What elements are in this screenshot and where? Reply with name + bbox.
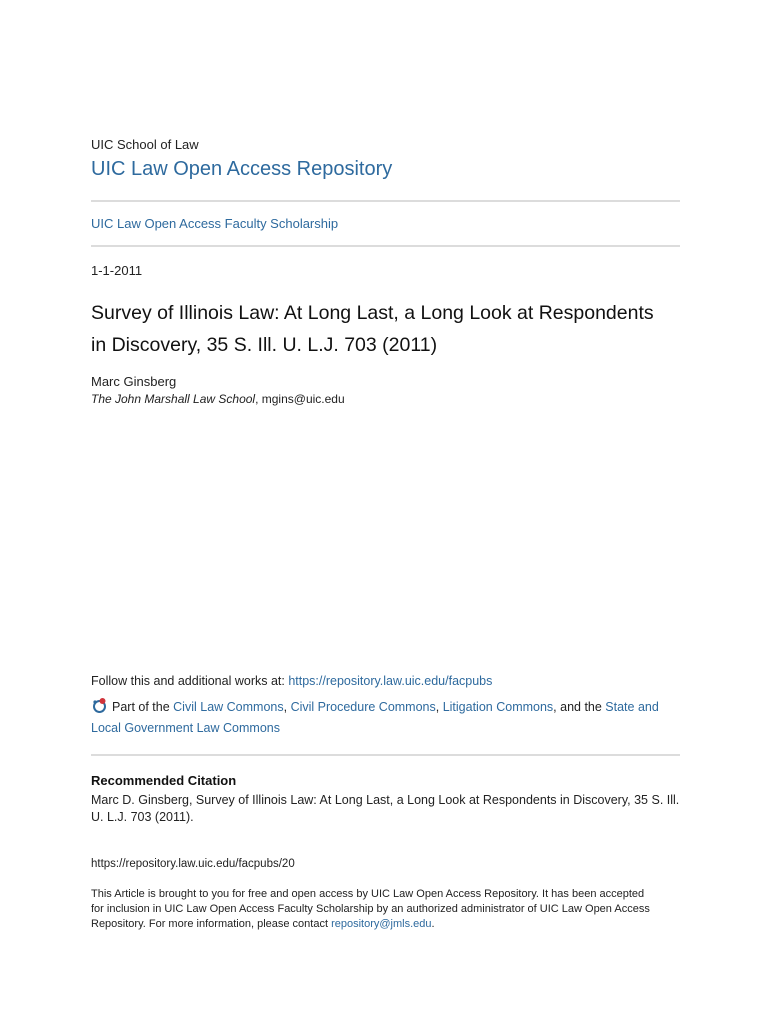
part-of-commons: [91, 697, 680, 739]
access-notice: [91, 887, 680, 932]
citation-line: Marc D. Ginsberg, Survey of Illinois Law: At Long Last, a Long Look at Respondents in Discovery, 35 S. Ill.: [91, 793, 680, 807]
follow-url-link[interactable]: https://repository.law.uic.edu/facpubs: [288, 674, 493, 688]
divider: [91, 200, 680, 202]
network-icon: [91, 697, 108, 714]
title-line: in Discovery, 35 S. Ill. U. L.J. 703 (2011): [91, 334, 438, 356]
separator: , and the: [553, 700, 606, 714]
divider: [91, 245, 680, 247]
article-title: [91, 297, 680, 361]
contact-email-link[interactable]: repository@jmls.edu: [331, 918, 432, 930]
litigation-commons-link[interactable]: Litigation Commons: [442, 700, 554, 714]
notice-line: for inclusion in UIC Law Open Access Faculty Scholarship by an authorized administrator of UIC Law Open Access: [91, 903, 650, 915]
notice-text: Repository. For more information, please contact: [91, 918, 332, 930]
separator: ,: [435, 700, 443, 714]
follow-line: [91, 674, 492, 688]
follow-label: Follow this and additional works at:: [91, 674, 289, 688]
state-local-gov-commons-link[interactable]: State and: [605, 700, 659, 714]
part-of-prefix: Part of the: [112, 700, 174, 714]
collection-link[interactable]: UIC Law Open Access Faculty Scholarship: [91, 216, 339, 231]
title-line: Survey of Illinois Law: At Long Last, a Long Look at Respondents: [91, 302, 654, 324]
separator: ,: [283, 700, 291, 714]
citation-line: U. L.J. 703 (2011).: [91, 810, 194, 824]
notice-line: [91, 917, 680, 932]
citation-heading: Recommended Citation: [91, 773, 237, 788]
affiliation-name: The John Marshall Law School: [91, 392, 256, 406]
repository-title[interactable]: UIC Law Open Access Repository: [91, 158, 393, 180]
author-affiliation: [91, 392, 345, 406]
part-of-line: [91, 718, 680, 739]
citation-body: [91, 792, 680, 826]
part-of-line: [91, 697, 680, 718]
publication-date: 1-1-2011: [91, 263, 143, 278]
author-email: , mgins@uic.edu: [255, 392, 345, 406]
school-name: UIC School of Law: [91, 137, 199, 152]
notice-end: .: [431, 918, 435, 930]
civil-law-commons-link[interactable]: Civil Law Commons: [173, 700, 284, 714]
author-name: Marc Ginsberg: [91, 374, 177, 389]
divider: [91, 754, 680, 756]
state-local-gov-commons-link[interactable]: Local Government Law Commons: [91, 721, 280, 735]
notice-line: This Article is brought to you for free and open access by UIC Law Open Access Repository. It has been accepted: [91, 888, 645, 900]
permalink[interactable]: https://repository.law.uic.edu/facpubs/20: [91, 858, 295, 870]
civil-procedure-commons-link[interactable]: Civil Procedure Commons: [290, 700, 436, 714]
